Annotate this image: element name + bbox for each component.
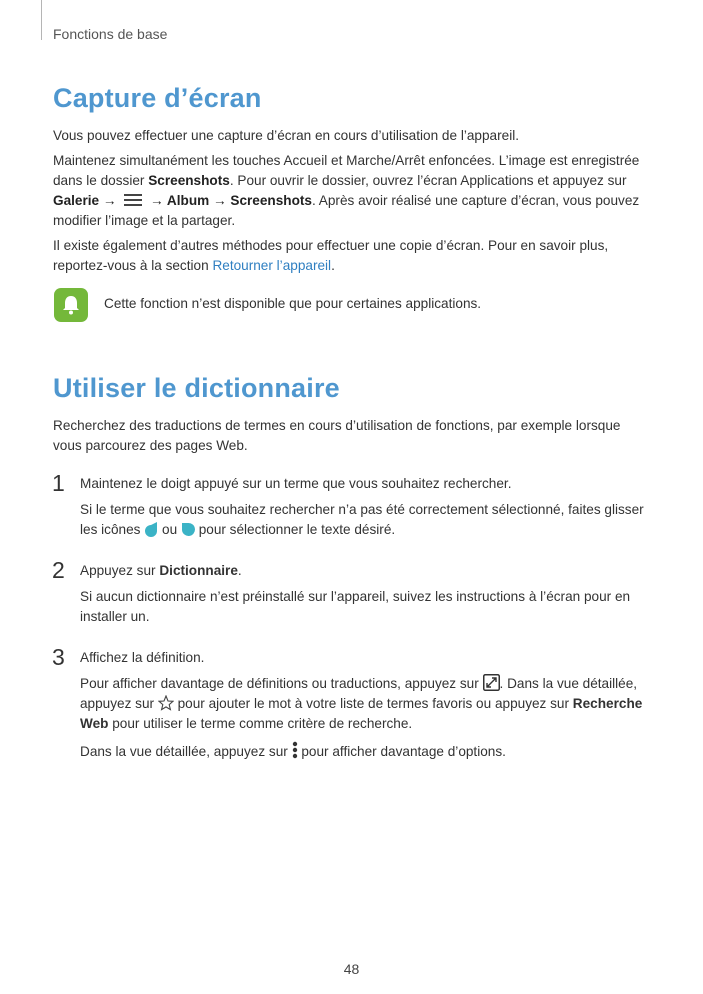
dictionary-title: Utiliser le dictionnaire: [53, 373, 340, 403]
note-text: Cette fonction n’est disponible que pour certaines applications.: [104, 296, 482, 311]
menu-icon: [124, 194, 142, 206]
capture-intro: Vous pouvez effectuer une capture d’écran en cours d’utilisation de l’appareil.: [53, 128, 520, 143]
step-1-number: 1: [52, 470, 65, 496]
step-3-main: Affichez la définition.: [80, 650, 205, 665]
step-2-main: Appuyez sur Dictionnaire.: [80, 563, 242, 578]
step-1-detail: Si le terme que vous souhaitez rechercher n’a pas été correctement sélectionné, faites glisser les icônes ou pour sélectionner le texte désiré.: [80, 502, 644, 537]
step-1-main: Maintenez le doigt appuyé sur un terme que vous souhaitez rechercher.: [80, 476, 512, 491]
dictionary-intro: Recherchez des traductions de termes en cours d’utilisation de fonctions, par exemple lorsque vous parcourez des pages Web.: [53, 418, 621, 453]
star-icon: [158, 695, 174, 711]
note-bell-icon: [54, 288, 88, 322]
step-3-detail: Pour afficher davantage de définitions ou traductions, appuyez sur . Dans la vue détaillée, appuyez sur pour ajouter le mot à votre liste de termes favoris ou appuyez sur Recherche Web pour utiliser le terme comme critère de recherche.: [80, 676, 643, 731]
screenshots-label: Screenshots: [148, 173, 230, 188]
capture-title: Capture d’écran: [53, 83, 262, 113]
header-divider: [41, 0, 42, 40]
bell-icon: [61, 294, 81, 316]
album-label: Album: [166, 193, 210, 208]
step-3-detail-2: Dans la vue détaillée, appuyez sur pour afficher davantage d’options.: [80, 741, 655, 762]
retourner-appareil-link[interactable]: Retourner l’appareil: [212, 258, 332, 273]
galerie-label: Galerie: [53, 193, 100, 208]
expand-icon: [483, 674, 500, 691]
right-handle-icon: [181, 521, 195, 537]
capture-paragraph-2: Maintenez simultanément les touches Accueil et Marche/Arrêt enfoncées. L’image est enregistrée dans le dossier Screenshots. Pour ouvrir le dossier, ouvrez l’écran Applications et appuyez sur Galerie → → Album → Screenshots. Après avoir réalisé une capture d’écran, vous pouvez modifier l’image et la partager.: [53, 153, 640, 228]
step-3-number: 3: [52, 644, 65, 670]
recherche-web-label: Recherche Web: [80, 696, 643, 731]
section-header: Fonctions de base: [53, 26, 168, 42]
dictionnaire-label: Dictionnaire: [159, 563, 238, 578]
screenshots-folder-label: Screenshots: [230, 193, 312, 208]
left-handle-icon: [144, 521, 158, 537]
page-number: 48: [343, 961, 360, 977]
step-2-detail: Si aucun dictionnaire n’est préinstallé sur l’appareil, suivez les instructions à l’écran pour en installer un.: [80, 589, 631, 624]
capture-paragraph-3: Il existe également d’autres méthodes pour effectuer une copie d’écran. Pour en savoir plus, reportez-vous à la section Retourner l’appareil.: [53, 238, 609, 273]
step-2-number: 2: [52, 557, 65, 583]
